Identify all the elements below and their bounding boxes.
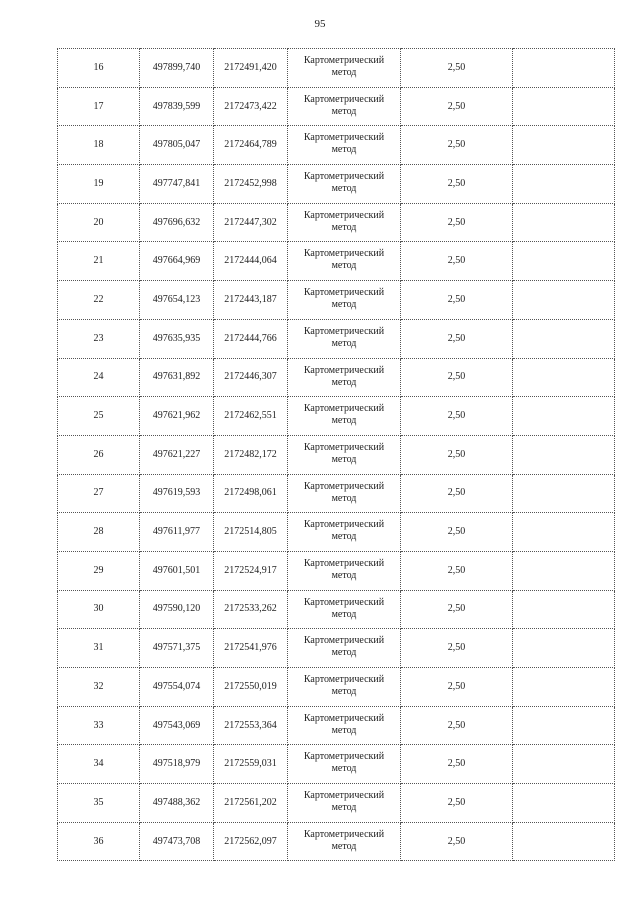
x-coordinate-cell: 497590,120	[140, 590, 214, 629]
x-coordinate-cell: 497473,708	[140, 822, 214, 861]
method-cell	[288, 165, 401, 204]
precision-cell: 2,50	[401, 551, 513, 590]
method-cell	[288, 745, 401, 784]
y-coordinate-cell: 2172473,422	[214, 87, 288, 126]
note-cell	[513, 397, 615, 436]
table-row	[58, 590, 615, 629]
method-cell	[288, 435, 401, 474]
method-line-1: Картометрический	[303, 325, 385, 337]
y-coordinate-cell: 2172482,172	[214, 435, 288, 474]
method-line-1: Картометрический	[303, 519, 385, 531]
table-row	[58, 126, 615, 165]
method-line-2: метод	[331, 260, 357, 272]
x-coordinate-cell: 497631,892	[140, 358, 214, 397]
method-line-2: метод	[331, 608, 357, 620]
method-cell	[288, 281, 401, 320]
x-coordinate-cell: 497488,362	[140, 784, 214, 823]
method-line-2: метод	[331, 647, 357, 659]
precision-cell: 2,50	[401, 281, 513, 320]
x-coordinate-cell: 497518,979	[140, 745, 214, 784]
method-line-1: Картометрический	[303, 480, 385, 492]
x-coordinate-cell: 497621,962	[140, 397, 214, 436]
precision-cell: 2,50	[401, 358, 513, 397]
point-number-cell: 30	[58, 590, 140, 629]
x-coordinate-cell: 497611,977	[140, 513, 214, 552]
point-number-cell: 35	[58, 784, 140, 823]
x-coordinate-cell: 497554,074	[140, 668, 214, 707]
method-line-2: метод	[331, 415, 357, 427]
precision-cell: 2,50	[401, 822, 513, 861]
method-cell	[288, 513, 401, 552]
method-line-2: метод	[331, 105, 357, 117]
method-line-2: метод	[331, 802, 357, 814]
method-cell	[288, 126, 401, 165]
method-line-2: метод	[331, 144, 357, 156]
method-cell	[288, 203, 401, 242]
point-number-cell: 22	[58, 281, 140, 320]
table-row	[58, 319, 615, 358]
table-row	[58, 203, 615, 242]
precision-cell: 2,50	[401, 745, 513, 784]
method-line-2: метод	[331, 763, 357, 775]
point-number-cell: 36	[58, 822, 140, 861]
precision-cell: 2,50	[401, 590, 513, 629]
method-line-2: метод	[331, 376, 357, 388]
note-cell	[513, 706, 615, 745]
method-line-1: Картометрический	[303, 596, 385, 608]
method-cell	[288, 822, 401, 861]
note-cell	[513, 49, 615, 88]
method-line-1: Картометрический	[303, 674, 385, 685]
method-cell	[288, 397, 401, 436]
method-line-1: Картометрический	[303, 790, 385, 802]
x-coordinate-cell: 497571,375	[140, 629, 214, 668]
point-number-cell: 28	[58, 513, 140, 552]
table-row	[58, 242, 615, 281]
method-line-2: метод	[331, 67, 357, 78]
method-line-1: Картометрический	[303, 55, 385, 66]
point-number-cell: 17	[58, 87, 140, 126]
note-cell	[513, 474, 615, 513]
point-number-cell: 25	[58, 397, 140, 436]
precision-cell: 2,50	[401, 435, 513, 474]
method-line-1: Картометрический	[303, 132, 385, 144]
method-cell	[288, 629, 401, 668]
point-number-cell: 21	[58, 242, 140, 281]
point-number-cell: 32	[58, 668, 140, 707]
point-number-cell: 33	[58, 706, 140, 745]
precision-cell: 2,50	[401, 49, 513, 88]
page-number: 95	[314, 18, 326, 30]
method-line-2: метод	[331, 569, 357, 581]
method-cell	[288, 358, 401, 397]
table-row	[58, 358, 615, 397]
x-coordinate-cell: 497543,069	[140, 706, 214, 745]
precision-cell: 2,50	[401, 165, 513, 204]
table-row	[58, 629, 615, 668]
method-cell	[288, 319, 401, 358]
method-cell	[288, 590, 401, 629]
x-coordinate-cell: 497664,969	[140, 242, 214, 281]
point-number-cell: 27	[58, 474, 140, 513]
note-cell	[513, 242, 615, 281]
method-cell	[288, 668, 401, 707]
method-cell	[288, 87, 401, 126]
note-cell	[513, 784, 615, 823]
method-line-2: метод	[331, 840, 357, 852]
method-line-1: Картометрический	[303, 93, 385, 105]
point-number-cell: 18	[58, 126, 140, 165]
table-row	[58, 435, 615, 474]
method-line-1: Картометрический	[303, 403, 385, 415]
note-cell	[513, 281, 615, 320]
method-cell	[288, 706, 401, 745]
method-cell	[288, 784, 401, 823]
point-number-cell: 20	[58, 203, 140, 242]
method-line-1: Картометрический	[303, 635, 385, 647]
table-row	[58, 706, 615, 745]
y-coordinate-cell: 2172541,976	[214, 629, 288, 668]
method-line-2: метод	[331, 221, 357, 233]
precision-cell: 2,50	[401, 203, 513, 242]
table-row	[58, 397, 615, 436]
y-coordinate-cell: 2172447,302	[214, 203, 288, 242]
precision-cell: 2,50	[401, 706, 513, 745]
precision-cell: 2,50	[401, 513, 513, 552]
y-coordinate-cell: 2172550,019	[214, 668, 288, 707]
y-coordinate-cell: 2172562,097	[214, 822, 288, 861]
coordinates-table	[57, 48, 615, 861]
table-row	[58, 513, 615, 552]
x-coordinate-cell: 497899,740	[140, 49, 214, 88]
coordinates-table-body	[58, 49, 615, 861]
x-coordinate-cell: 497747,841	[140, 165, 214, 204]
x-coordinate-cell: 497601,501	[140, 551, 214, 590]
note-cell	[513, 822, 615, 861]
y-coordinate-cell: 2172443,187	[214, 281, 288, 320]
table-row	[58, 784, 615, 823]
note-cell	[513, 551, 615, 590]
method-line-1: Картометрический	[303, 441, 385, 453]
method-line-1: Картометрический	[303, 364, 385, 376]
x-coordinate-cell: 497654,123	[140, 281, 214, 320]
x-coordinate-cell: 497839,599	[140, 87, 214, 126]
y-coordinate-cell: 2172553,364	[214, 706, 288, 745]
method-line-1: Картометрический	[303, 248, 385, 260]
y-coordinate-cell: 2172559,031	[214, 745, 288, 784]
note-cell	[513, 87, 615, 126]
y-coordinate-cell: 2172446,307	[214, 358, 288, 397]
method-cell	[288, 551, 401, 590]
precision-cell: 2,50	[401, 474, 513, 513]
method-line-1: Картометрический	[303, 287, 385, 299]
precision-cell: 2,50	[401, 784, 513, 823]
method-line-2: метод	[331, 299, 357, 311]
precision-cell: 2,50	[401, 397, 513, 436]
note-cell	[513, 435, 615, 474]
method-line-1: Картометрический	[303, 751, 385, 763]
note-cell	[513, 745, 615, 784]
method-line-1: Картометрический	[303, 171, 385, 183]
table-row	[58, 745, 615, 784]
precision-cell: 2,50	[401, 629, 513, 668]
y-coordinate-cell: 2172444,766	[214, 319, 288, 358]
method-cell	[288, 242, 401, 281]
table-row	[58, 551, 615, 590]
table-row	[58, 165, 615, 204]
point-number-cell: 24	[58, 358, 140, 397]
note-cell	[513, 165, 615, 204]
note-cell	[513, 126, 615, 165]
method-cell	[288, 49, 401, 88]
point-number-cell: 34	[58, 745, 140, 784]
x-coordinate-cell: 497619,593	[140, 474, 214, 513]
x-coordinate-cell: 497805,047	[140, 126, 214, 165]
precision-cell: 2,50	[401, 242, 513, 281]
method-line-1: Картометрический	[303, 712, 385, 724]
point-number-cell: 26	[58, 435, 140, 474]
y-coordinate-cell: 2172444,064	[214, 242, 288, 281]
method-line-2: метод	[331, 492, 357, 504]
note-cell	[513, 203, 615, 242]
precision-cell: 2,50	[401, 126, 513, 165]
table-row	[58, 281, 615, 320]
method-line-1: Картометрический	[303, 557, 385, 569]
method-line-2: метод	[331, 183, 357, 195]
method-line-2: метод	[331, 531, 357, 543]
precision-cell: 2,50	[401, 87, 513, 126]
point-number-cell: 23	[58, 319, 140, 358]
note-cell	[513, 629, 615, 668]
note-cell	[513, 513, 615, 552]
x-coordinate-cell: 497696,632	[140, 203, 214, 242]
table-row	[58, 87, 615, 126]
point-number-cell: 29	[58, 551, 140, 590]
method-line-1: Картометрический	[303, 828, 385, 840]
x-coordinate-cell: 497621,227	[140, 435, 214, 474]
x-coordinate-cell: 497635,935	[140, 319, 214, 358]
point-number-cell: 31	[58, 629, 140, 668]
method-line-2: метод	[331, 453, 357, 465]
table-row	[58, 49, 615, 88]
note-cell	[513, 319, 615, 358]
y-coordinate-cell: 2172498,061	[214, 474, 288, 513]
y-coordinate-cell: 2172462,551	[214, 397, 288, 436]
note-cell	[513, 668, 615, 707]
table-row	[58, 668, 615, 707]
y-coordinate-cell: 2172514,805	[214, 513, 288, 552]
point-number-cell: 16	[58, 49, 140, 88]
y-coordinate-cell: 2172452,998	[214, 165, 288, 204]
precision-cell: 2,50	[401, 668, 513, 707]
method-line-2: метод	[331, 686, 357, 697]
table-row	[58, 474, 615, 513]
point-number-cell: 19	[58, 165, 140, 204]
method-line-2: метод	[331, 337, 357, 349]
y-coordinate-cell: 2172533,262	[214, 590, 288, 629]
precision-cell: 2,50	[401, 319, 513, 358]
note-cell	[513, 358, 615, 397]
y-coordinate-cell: 2172491,420	[214, 49, 288, 88]
method-cell	[288, 474, 401, 513]
table-row	[58, 822, 615, 861]
y-coordinate-cell: 2172464,789	[214, 126, 288, 165]
method-line-1: Картометрический	[303, 209, 385, 221]
y-coordinate-cell: 2172561,202	[214, 784, 288, 823]
note-cell	[513, 590, 615, 629]
y-coordinate-cell: 2172524,917	[214, 551, 288, 590]
method-line-2: метод	[331, 724, 357, 736]
